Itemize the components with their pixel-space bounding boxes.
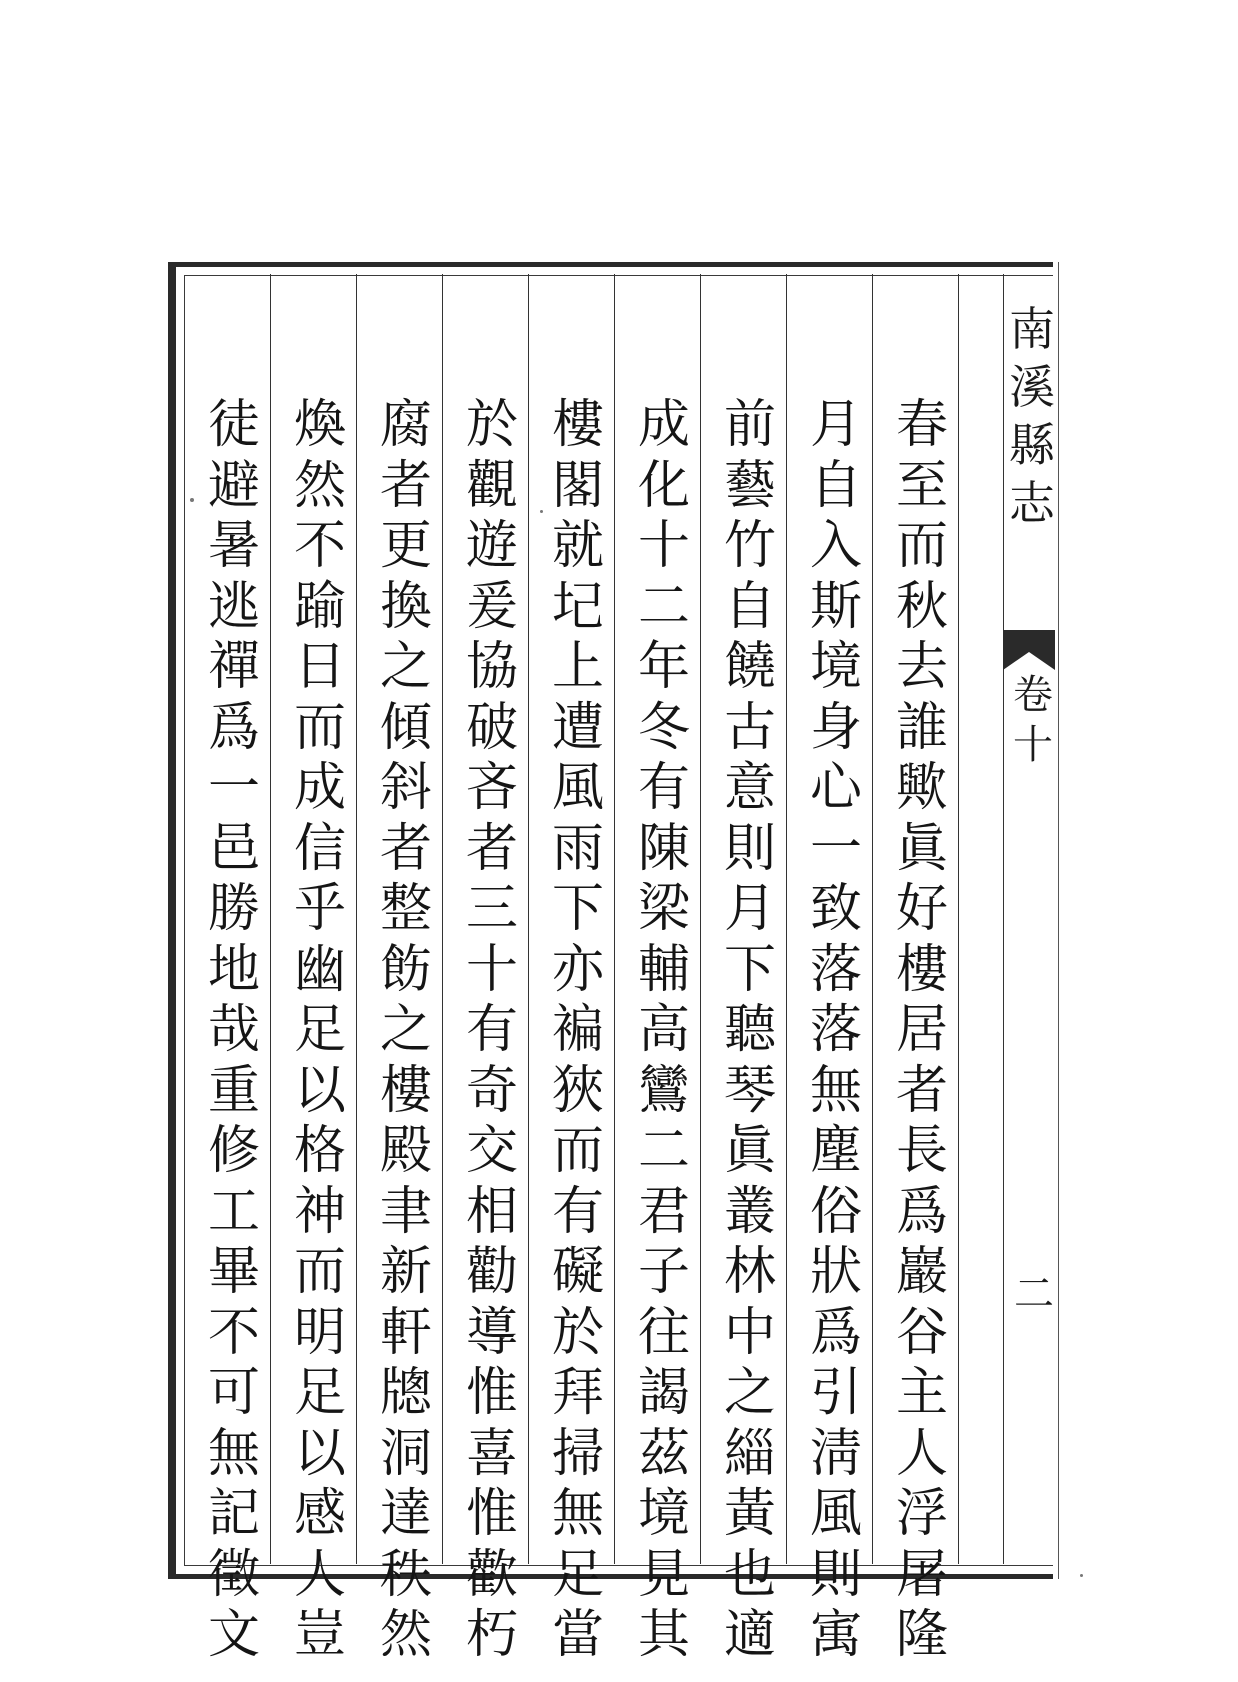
character: 林 <box>723 1242 776 1302</box>
character: 圮 <box>551 576 604 637</box>
column-rule <box>958 274 959 1564</box>
character: 有 <box>637 758 690 818</box>
leaf-number: 二 <box>1014 1271 1054 1317</box>
character: 身 <box>809 697 862 758</box>
character: 主 <box>895 1363 948 1423</box>
character: 則 <box>809 1544 862 1605</box>
character: 豈 <box>293 1605 346 1665</box>
character: 溪 <box>1009 360 1055 414</box>
character: 化 <box>637 455 690 516</box>
column-rule <box>872 274 873 1564</box>
character: 卷 <box>1013 672 1053 718</box>
character: 俗 <box>809 1181 862 1242</box>
character: 好 <box>895 879 948 939</box>
character: 人 <box>895 1423 948 1484</box>
character: 人 <box>293 1544 346 1605</box>
character: 爲 <box>207 697 260 758</box>
character: 邑 <box>207 818 260 879</box>
character: 意 <box>723 758 776 818</box>
character: 避 <box>207 455 260 516</box>
character: 前 <box>723 395 776 455</box>
character: 其 <box>637 1605 690 1665</box>
character: 奇 <box>465 1060 518 1121</box>
character: 入 <box>809 516 862 576</box>
character: 竹 <box>723 516 776 576</box>
character: 子 <box>637 1242 690 1302</box>
character: 逃 <box>207 576 260 637</box>
character: 梁 <box>637 879 690 939</box>
character: 導 <box>465 1302 518 1363</box>
character: 足 <box>293 1363 346 1423</box>
character: 傾 <box>379 697 432 758</box>
character: 樓 <box>551 395 604 455</box>
character: 遊 <box>465 516 518 576</box>
text-column <box>288 395 352 1666</box>
character: 長 <box>895 1121 948 1181</box>
character: 聿 <box>379 1181 432 1242</box>
character: 陳 <box>637 818 690 879</box>
character: 下 <box>551 879 604 939</box>
character: 信 <box>293 818 346 879</box>
character: 聽 <box>723 1000 776 1060</box>
character: 惟 <box>465 1363 518 1423</box>
character: 徒 <box>207 395 260 455</box>
character: 拜 <box>551 1363 604 1423</box>
column-rule <box>528 274 529 1564</box>
character: 境 <box>637 1484 690 1544</box>
character: 十 <box>465 939 518 1000</box>
character: 協 <box>465 637 518 697</box>
character: 新 <box>379 1242 432 1302</box>
character: 勸 <box>465 1242 518 1302</box>
character: 幽 <box>293 939 346 1000</box>
character: 致 <box>809 879 862 939</box>
character: 相 <box>465 1181 518 1242</box>
column-rule <box>700 274 701 1564</box>
character: 爲 <box>895 1181 948 1242</box>
character: 有 <box>551 1181 604 1242</box>
character: 月 <box>809 395 862 455</box>
character: 黃 <box>723 1484 776 1544</box>
character: 有 <box>465 1000 518 1060</box>
character: 冬 <box>637 697 690 758</box>
character: 志 <box>1009 476 1055 530</box>
character: 於 <box>465 395 518 455</box>
character: 以 <box>293 1423 346 1484</box>
character: 而 <box>293 697 346 758</box>
character: 達 <box>379 1484 432 1544</box>
character: 記 <box>207 1484 260 1544</box>
character: 上 <box>551 637 604 697</box>
character: 之 <box>379 637 432 697</box>
character: 吝 <box>465 758 518 818</box>
character: 格 <box>293 1121 346 1181</box>
character: 足 <box>293 1000 346 1060</box>
character: 修 <box>207 1121 260 1181</box>
character: 隆 <box>895 1605 948 1665</box>
character: 一 <box>809 818 862 879</box>
character: 遭 <box>551 697 604 758</box>
text-column <box>890 395 954 1666</box>
text-column <box>460 395 524 1666</box>
character: 爰 <box>465 576 518 637</box>
character: 不 <box>207 1302 260 1363</box>
character: 高 <box>637 1000 690 1060</box>
character: 中 <box>723 1302 776 1363</box>
character: 禪 <box>207 637 260 697</box>
character: 二 <box>637 576 690 637</box>
character: 成 <box>293 758 346 818</box>
character: 者 <box>465 818 518 879</box>
character: 淸 <box>809 1423 862 1484</box>
text-column <box>374 395 438 1666</box>
character: 就 <box>551 516 604 576</box>
character: 一 <box>207 758 260 818</box>
character: 軒 <box>379 1302 432 1363</box>
character: 於 <box>551 1302 604 1363</box>
character: 眞 <box>723 1121 776 1181</box>
character: 牕 <box>379 1363 432 1423</box>
character: 哉 <box>207 1000 260 1060</box>
character: 洞 <box>379 1423 432 1484</box>
character: 往 <box>637 1302 690 1363</box>
scan-speck <box>1080 1574 1083 1577</box>
character: 亦 <box>551 939 604 1000</box>
character: 惟 <box>465 1484 518 1544</box>
character: 狹 <box>551 1060 604 1121</box>
text-column <box>202 395 266 1666</box>
character: 狀 <box>809 1242 862 1302</box>
character: 君 <box>637 1181 690 1242</box>
text-column <box>718 395 782 1666</box>
character: 饒 <box>723 637 776 697</box>
character: 古 <box>723 697 776 758</box>
character: 十 <box>1013 722 1053 768</box>
character: 秩 <box>379 1544 432 1605</box>
character: 踰 <box>293 576 346 637</box>
character: 暑 <box>207 516 260 576</box>
character: 勝 <box>207 879 260 939</box>
character: 鸞 <box>637 1060 690 1121</box>
text-column <box>546 395 610 1666</box>
character: 腐 <box>379 395 432 455</box>
character: 礙 <box>551 1242 604 1302</box>
column-rule <box>356 274 357 1564</box>
character: 樓 <box>379 1060 432 1121</box>
character: 破 <box>465 697 518 758</box>
character: 風 <box>551 758 604 818</box>
character: 更 <box>379 516 432 576</box>
character: 境 <box>809 637 862 697</box>
character: 掃 <box>551 1423 604 1484</box>
character: 徵 <box>207 1544 260 1605</box>
character: 飭 <box>379 939 432 1000</box>
character: 歟 <box>895 758 948 818</box>
character: 者 <box>895 1060 948 1121</box>
scan-speck <box>540 510 543 513</box>
character: 㝢 <box>809 1605 862 1665</box>
character: 文 <box>207 1605 260 1665</box>
character: 不 <box>293 516 346 576</box>
character: 畢 <box>207 1242 260 1302</box>
character: 塵 <box>809 1121 862 1181</box>
character: 自 <box>809 455 862 516</box>
character: 居 <box>895 1000 948 1060</box>
character: 年 <box>637 637 690 697</box>
character: 秋 <box>895 576 948 637</box>
character: 而 <box>551 1121 604 1181</box>
character: 之 <box>723 1363 776 1423</box>
character: 下 <box>723 939 776 1000</box>
character: 而 <box>293 1242 346 1302</box>
text-column <box>804 395 868 1666</box>
character: 朽 <box>465 1605 518 1665</box>
character: 褊 <box>551 1000 604 1060</box>
character: 琴 <box>723 1060 776 1121</box>
character: 春 <box>895 395 948 455</box>
character: 浮 <box>895 1484 948 1544</box>
character: 當 <box>551 1605 604 1665</box>
character: 成 <box>637 395 690 455</box>
character: 輔 <box>637 939 690 1000</box>
character: 緇 <box>723 1423 776 1484</box>
character: 斜 <box>379 758 432 818</box>
column-rule <box>614 274 615 1564</box>
character: 藝 <box>723 455 776 516</box>
character: 殿 <box>379 1121 432 1181</box>
character: 觀 <box>465 455 518 516</box>
character: 以 <box>293 1060 346 1121</box>
character: 重 <box>207 1060 260 1121</box>
character: 二 <box>637 1121 690 1181</box>
character: 斯 <box>809 576 862 637</box>
gazetteer-title <box>1007 300 1057 532</box>
character: 神 <box>293 1181 346 1242</box>
character: 足 <box>551 1544 604 1605</box>
character: 去 <box>895 637 948 697</box>
character: 至 <box>895 455 948 516</box>
scan-speck <box>190 498 194 502</box>
character: 謁 <box>637 1363 690 1423</box>
character: 則 <box>723 818 776 879</box>
character: 屠 <box>895 1544 948 1605</box>
character: 雨 <box>551 818 604 879</box>
character: 南 <box>1009 302 1055 356</box>
character: 落 <box>809 1000 862 1060</box>
character: 煥 <box>293 395 346 455</box>
character: 然 <box>379 1605 432 1665</box>
character: 之 <box>379 1000 432 1060</box>
character: 感 <box>293 1484 346 1544</box>
character: 也 <box>723 1544 776 1605</box>
character: 無 <box>207 1423 260 1484</box>
character: 眞 <box>895 818 948 879</box>
character: 交 <box>465 1121 518 1181</box>
character: 閣 <box>551 455 604 516</box>
character: 爲 <box>809 1302 862 1363</box>
character: 縣 <box>1009 418 1055 472</box>
column-rule <box>786 274 787 1564</box>
character: 者 <box>379 455 432 516</box>
character: 自 <box>723 576 776 637</box>
character: 誰 <box>895 697 948 758</box>
character: 整 <box>379 879 432 939</box>
character: 可 <box>207 1363 260 1423</box>
character: 乎 <box>293 879 346 939</box>
column-rule <box>442 274 443 1564</box>
column-rule <box>1003 274 1004 1564</box>
character: 巖 <box>895 1242 948 1302</box>
character: 樓 <box>895 939 948 1000</box>
fold-line <box>1058 262 1059 1579</box>
character: 工 <box>207 1181 260 1242</box>
character: 落 <box>809 939 862 1000</box>
column-rule <box>270 274 271 1564</box>
character: 十 <box>637 516 690 576</box>
character: 明 <box>293 1302 346 1363</box>
character: 無 <box>809 1060 862 1121</box>
volume-label <box>1010 670 1056 770</box>
character: 心 <box>809 758 862 818</box>
text-column <box>632 395 696 1666</box>
character: 歡 <box>465 1544 518 1605</box>
character: 三 <box>465 879 518 939</box>
character: 無 <box>551 1484 604 1544</box>
character: 谷 <box>895 1302 948 1363</box>
character: 風 <box>809 1484 862 1544</box>
character: 而 <box>895 516 948 576</box>
character: 適 <box>723 1605 776 1665</box>
character: 日 <box>293 637 346 697</box>
character: 叢 <box>723 1181 776 1242</box>
character: 引 <box>809 1363 862 1423</box>
character: 月 <box>723 879 776 939</box>
character: 茲 <box>637 1423 690 1484</box>
character: 見 <box>637 1544 690 1605</box>
character: 者 <box>379 818 432 879</box>
character: 換 <box>379 576 432 637</box>
character: 然 <box>293 455 346 516</box>
character: 喜 <box>465 1423 518 1484</box>
character: 地 <box>207 939 260 1000</box>
